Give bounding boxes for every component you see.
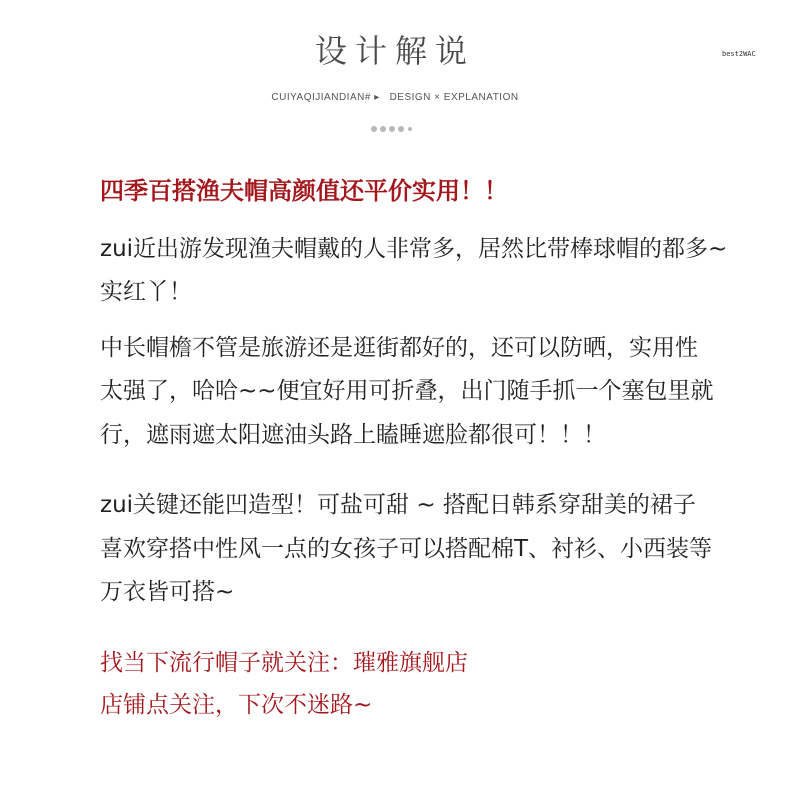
section-title: 设计解说 [314, 32, 475, 70]
paragraph-line: zui关键还能凹造型！可盐可甜 ~ 搭配日韩系穿甜美的裙子 [100, 492, 696, 518]
page-dots-indicator [371, 126, 412, 132]
dot-icon [408, 127, 412, 131]
section-subtitle [0, 92, 790, 103]
dot-icon [389, 126, 395, 132]
footer-follow-shop: 找当下流行帽子就关注：璀雅旗舰店 [100, 650, 468, 676]
dot-icon [398, 126, 404, 132]
headline: 四季百搭渔夫帽高颜值还平价实用！！ [100, 177, 508, 205]
paragraph-line: 实红丫！ [100, 279, 192, 305]
subtitle-shop-code: CUIYAQIJIANDIAN# [271, 92, 371, 103]
dot-icon [371, 126, 377, 132]
paragraph-line: 中长帽檐不管是旅游还是逛街都好的，还可以防晒，实用性 [100, 335, 698, 361]
dot-icon [380, 126, 386, 132]
paragraph-line: 行，遮雨遮太阳遮油头路上瞌睡遮脸都很可！！！ [100, 422, 606, 448]
paragraph-line: zui近出游发现渔夫帽戴的人非常多，居然比带棒球帽的都多~ [100, 236, 728, 262]
paragraph-line: 万衣皆可搭~ [100, 579, 235, 605]
play-arrow-icon: ▸ [374, 92, 380, 103]
watermark-text: best2WAC [722, 50, 756, 58]
paragraph-line: 喜欢穿搭中性风一点的女孩子可以搭配棉T、衬衫、小西装等 [100, 536, 713, 562]
footer-follow-reminder: 店铺点关注，下次不迷路~ [100, 692, 373, 718]
paragraph-line: 太强了，哈哈~~便宜好用可折叠，出门随手抓一个塞包里就 [100, 378, 714, 404]
subtitle-design-explanation: DESIGN × EXPLANATION [389, 92, 519, 103]
